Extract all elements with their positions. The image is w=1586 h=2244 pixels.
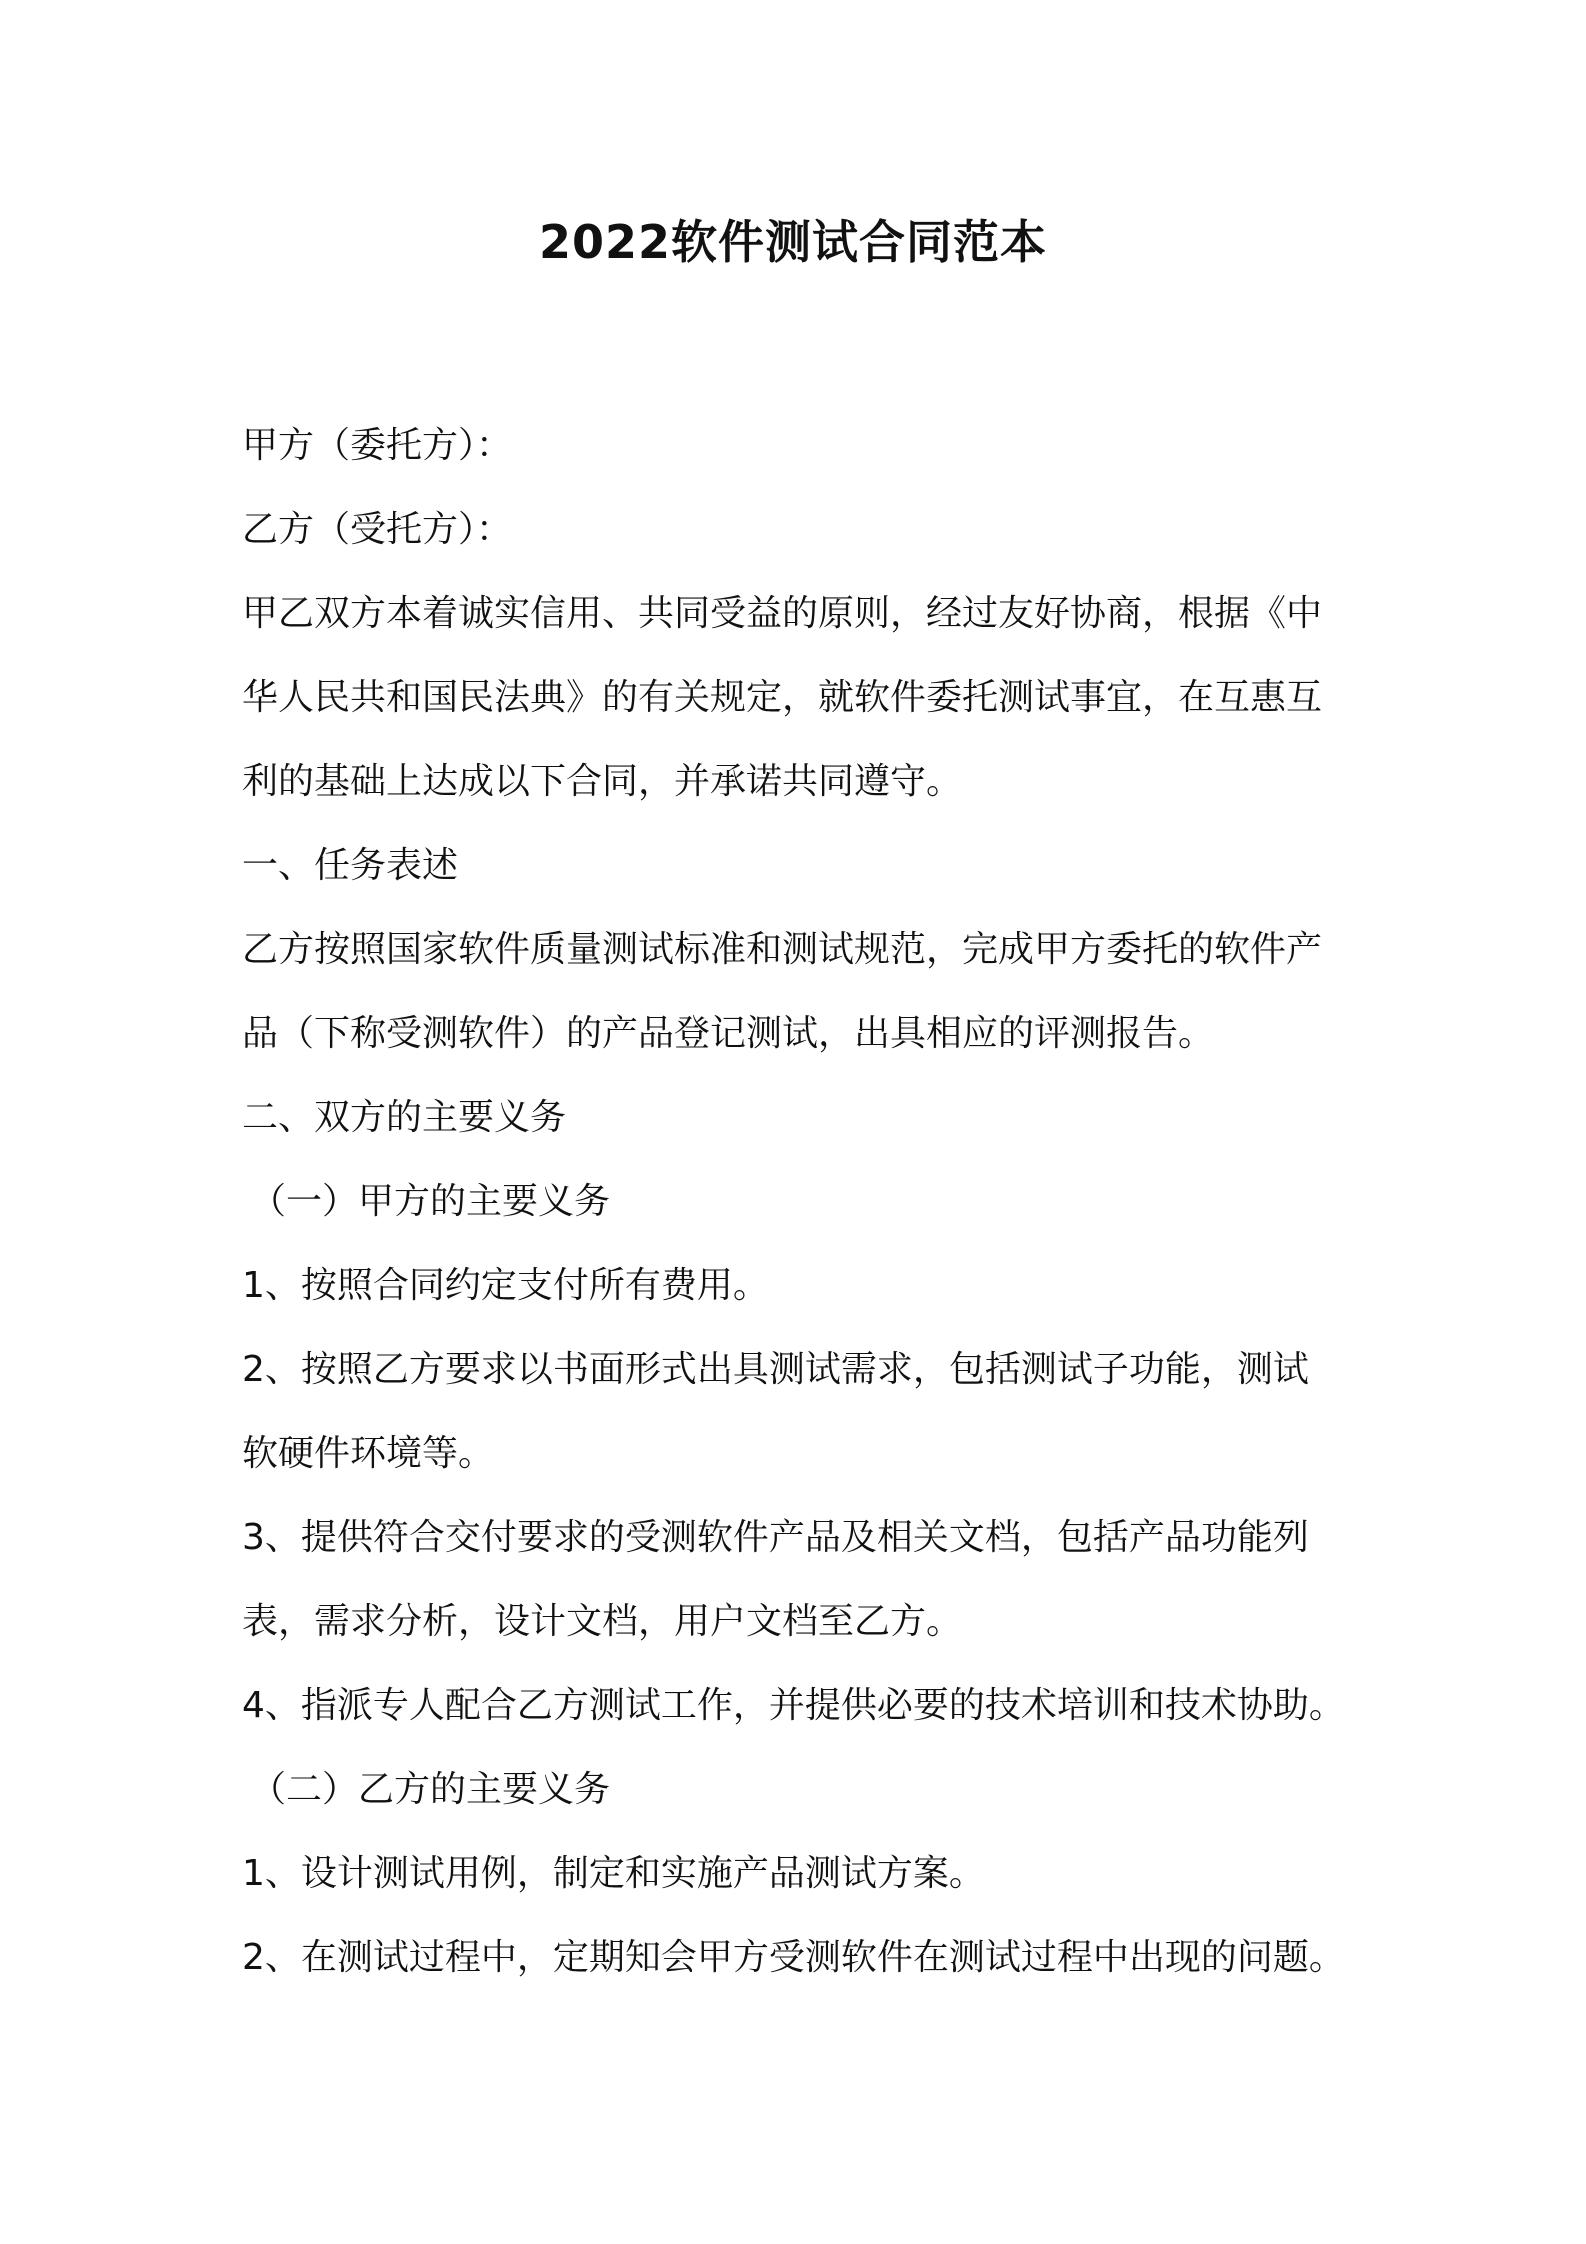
party-a-item-3-line-2: 表，需求分析，设计文档，用户文档至乙方。 (242, 1601, 963, 1642)
party-a-item-3-line-1: 3、提供符合交付要求的受测软件产品及相关文档，包括产品功能列 (242, 1517, 1309, 1558)
task-line-2: 品（下称受测软件）的产品登记测试，出具相应的评测报告。 (242, 1013, 1215, 1054)
party-a-item-2-line-2: 软硬件环境等。 (242, 1433, 495, 1474)
party-b-item-1: 1、设计测试用例，制定和实施产品测试方案。 (242, 1853, 985, 1894)
subsection-heading-party-b: （二）乙方的主要义务 (250, 1769, 611, 1810)
preamble-line-3: 利的基础上达成以下合同，并承诺共同遵守。 (242, 761, 963, 802)
section-heading-task: 一、任务表述 (242, 845, 459, 886)
party-b-line: 乙方（受托方）： (242, 509, 513, 550)
document-body (242, 404, 1362, 2000)
task-line-1: 乙方按照国家软件质量测试标准和测试规范，完成甲方委托的软件产 (242, 929, 1323, 970)
party-a-item-4: 4、指派专人配合乙方测试工作，并提供必要的技术培训和技术协助。 (242, 1685, 1345, 1726)
preamble-line-1: 甲乙双方本着诚实信用、共同受益的原则，经过友好协商，根据《中 (242, 593, 1323, 634)
subsection-heading-party-a: （一）甲方的主要义务 (250, 1181, 611, 1222)
party-a-line: 甲方（委托方）： (242, 425, 513, 466)
preamble-line-2: 华人民共和国民法典》的有关规定，就软件委托测试事宜，在互惠互 (242, 677, 1323, 718)
section-heading-obligations: 二、双方的主要义务 (242, 1097, 567, 1138)
party-a-item-1: 1、按照合同约定支付所有费用。 (242, 1265, 769, 1306)
party-b-item-2: 2、在测试过程中，定期知会甲方受测软件在测试过程中出现的问题。 (242, 1937, 1345, 1978)
document-title: 2022软件测试合同范本 (538, 215, 1048, 269)
party-a-item-2-line-1: 2、按照乙方要求以书面形式出具测试需求，包括测试子功能，测试 (242, 1349, 1309, 1390)
